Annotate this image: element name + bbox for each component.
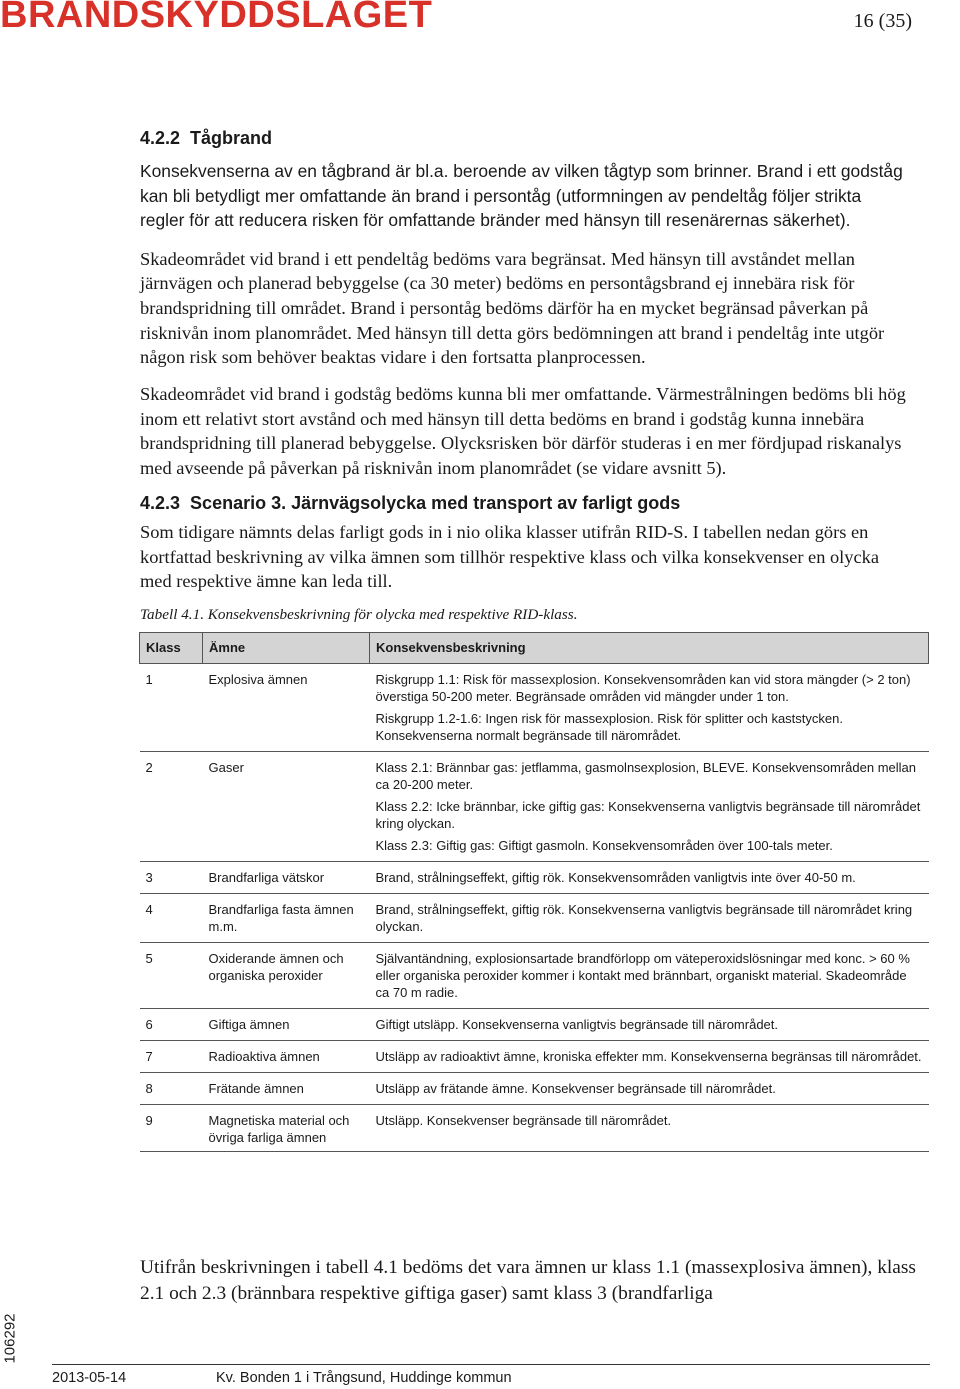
cell-konsekvens: [370, 1008, 929, 1040]
footer-divider: [52, 1364, 930, 1365]
table-row: [140, 1104, 929, 1151]
cell-konsekvens: [370, 1104, 929, 1151]
cell-konsekvens: [370, 1072, 929, 1104]
cell-klass: 6: [140, 1008, 203, 1040]
table-row: [140, 751, 929, 861]
page-number: 16 (35): [853, 10, 912, 32]
cell-amne: Explosiva ämnen: [203, 663, 370, 751]
cell-amne: Gaser: [203, 751, 370, 861]
cell-amne: Frätande ämnen: [203, 1072, 370, 1104]
section-heading-422: [140, 128, 940, 149]
paragraph-farligt-gods: Som tidigare nämnts delas farligt gods in i nio olika klasser utifrån RID-S. I tabellen nedan görs en kortfattad beskrivning av vilka ämnen som tillhör respektive klass och vilka konsekvenser en olycka med respektive ämne kan leda till.: [140, 521, 880, 592]
cell-klass: 9: [140, 1104, 203, 1151]
consequence-text: Klass 2.1: Brännbar gas: jetflamma, gasmolnsexplosion, BLEVE. Konsekvensområden mellan ca 20-200 meter.: [375, 759, 917, 792]
consequence-text: Giftigt utsläpp. Konsekvenserna vanligtvis begränsade till närområdet.: [375, 1016, 778, 1032]
cell-amne: Oxiderande ämnen och organiska peroxider: [203, 942, 370, 1008]
cell-klass: 2: [140, 751, 203, 861]
cell-klass: 3: [140, 861, 203, 893]
footer-project: Kv. Bonden 1 i Trångsund, Huddinge kommun: [216, 1370, 512, 1386]
table-body: [140, 663, 929, 1151]
cell-amne: Brandfarliga fasta ämnen m.m.: [203, 893, 370, 942]
table-row: [140, 1040, 929, 1072]
consequence-text: Självantändning, explosionsartade brandförlopp om väteperoxidslösningar med konc. > 60 % eller organiska peroxider kommer i kontakt med brännbart, organiskt material. Skadeområde ca 70 m radie.: [375, 950, 910, 1000]
paragraph-conclusion: Utifrån beskrivningen i tabell 4.1 bedöms det vara ämnen ur klass 1.1 (massexplosiva ämnen), klass 2.1 och 2.3 (brännbara respektive giftiga gaser) samt klass 3 (brandfarliga: [140, 1257, 916, 1304]
consequence-text: Utsläpp. Konsekvenser begränsade till närområdet.: [375, 1112, 672, 1128]
cell-klass: 7: [140, 1040, 203, 1072]
paragraph-godstag: Skadeområdet vid brand i godståg bedöms kunna bli mer omfattande. Värmestrålningen bedöms bli hög inom ett relativt stort avstånd och med hänsyn till detta bedöms en brand i godståg kunna innebära brandspridning till planerad bebyggelse. Olycksrisken bör därför studeras i en mer fördjupad riskanalys med avseende på påverkan på risknivån inom planområdet (se vidare avsnitt 5).: [140, 384, 906, 479]
paragraph-tagbrand: Konsekvenserna av en tågbrand är bl.a. beroende av vilken tågtyp som brinner. Brand i ett godståg kan bli betydligt mer omfattande än brand i persontåg (utformningen av pendeltåg följer strikta regler för att reducera risken för omfattande bränder med hänsyn till resenärernas säkerhet).: [140, 161, 903, 230]
cell-konsekvens: [370, 893, 929, 942]
cell-konsekvens: [370, 942, 929, 1008]
cell-klass: 4: [140, 893, 203, 942]
page-content: [140, 128, 940, 1152]
header-amne: Ämne: [203, 632, 370, 663]
consequence-text: Utsläpp av radioaktivt ämne, kroniska effekter mm. Konsekvenserna begränsas till närområdet.: [375, 1048, 922, 1064]
table-row: [140, 861, 929, 893]
table-caption: Tabell 4.1. Konsekvensbeskrivning för olycka med respektive RID-klass.: [140, 605, 578, 623]
table-row: [140, 1072, 929, 1104]
cell-konsekvens: [370, 751, 929, 861]
footer-date: 2013-05-14: [52, 1370, 127, 1386]
paragraph-pendeltag: Skadeområdet vid brand i ett pendeltåg bedöms vara begränsat. Med hänsyn till avståndet mellan järnvägen och planerad bebyggelse (ca 30 meter) bedöms en persontågsbrand ej innebära risk för brandspridning till området. Brand i persontåg bedöms därför ha en mycket begränsad påverkan på risknivån inom planområdet. Med hänsyn till detta görs bedömningen att brand i pendeltåg inte utgör någon risk som behöver beaktas vidare i den fortsatta planprocessen.: [140, 248, 885, 368]
cell-klass: 1: [140, 663, 203, 751]
cell-konsekvens: [370, 861, 929, 893]
table-row: [140, 1008, 929, 1040]
consequence-text: Utsläpp av frätande ämne. Konsekvenser begränsade till närområdet.: [375, 1080, 776, 1096]
table-row: [140, 893, 929, 942]
cell-amne: Magnetiska material och övriga farliga ämnen: [203, 1104, 370, 1151]
cell-konsekvens: [370, 1040, 929, 1072]
consequence-text: Brand, strålningseffekt, giftig rök. Konsekvenserna vanligtvis begränsade till närområdet kring olyckan.: [375, 901, 913, 934]
consequence-text: Riskgrupp 1.2-1.6: Ingen risk för massexplosion. Risk för splitter och kaststycken. Konsekvenserna normalt begränsade till närområdet.: [375, 710, 843, 743]
header-konsekvens: Konsekvensbeskrivning: [370, 632, 929, 663]
cell-konsekvens: [370, 663, 929, 751]
table-row: [140, 663, 929, 751]
section-title: Tågbrand: [190, 128, 273, 148]
header-klass: Klass: [140, 632, 203, 663]
consequence-text: Klass 2.3: Giftig gas: Giftigt gasmoln. Konsekvensområden över 100-tals meter.: [375, 837, 833, 853]
cell-klass: 8: [140, 1072, 203, 1104]
document-code: 106292: [1, 1313, 19, 1364]
section-number: 4.2.2: [140, 128, 181, 148]
cell-amne: Brandfarliga vätskor: [203, 861, 370, 893]
cell-amne: Radioaktiva ämnen: [203, 1040, 370, 1072]
section-heading-423: [140, 493, 940, 514]
rid-class-table: [139, 632, 929, 1152]
company-logo: BRANDSKYDDSLAGET: [0, 0, 433, 36]
section-title: Scenario 3. Järnvägsolycka med transport av farligt gods: [190, 492, 681, 513]
consequence-text: Riskgrupp 1.1: Risk för massexplosion. Konsekvensområden kan vid stora mängder (> 2 ton) överstiga 50-200 meter. Begränsade områden vid mängder under 1 ton.: [375, 671, 911, 704]
table-header-row: [140, 632, 929, 663]
consequence-text: Klass 2.2: Icke brännbar, icke giftig gas: Konsekvenserna vanligtvis begränsade till närområdet kring olyckan.: [375, 798, 921, 831]
section-number: 4.2.3: [140, 492, 181, 513]
table-row: [140, 942, 929, 1008]
cell-klass: 5: [140, 942, 203, 1008]
cell-amne: Giftiga ämnen: [203, 1008, 370, 1040]
consequence-text: Brand, strålningseffekt, giftig rök. Konsekvensområden vanligtvis inte över 40-50 m.: [375, 869, 856, 885]
